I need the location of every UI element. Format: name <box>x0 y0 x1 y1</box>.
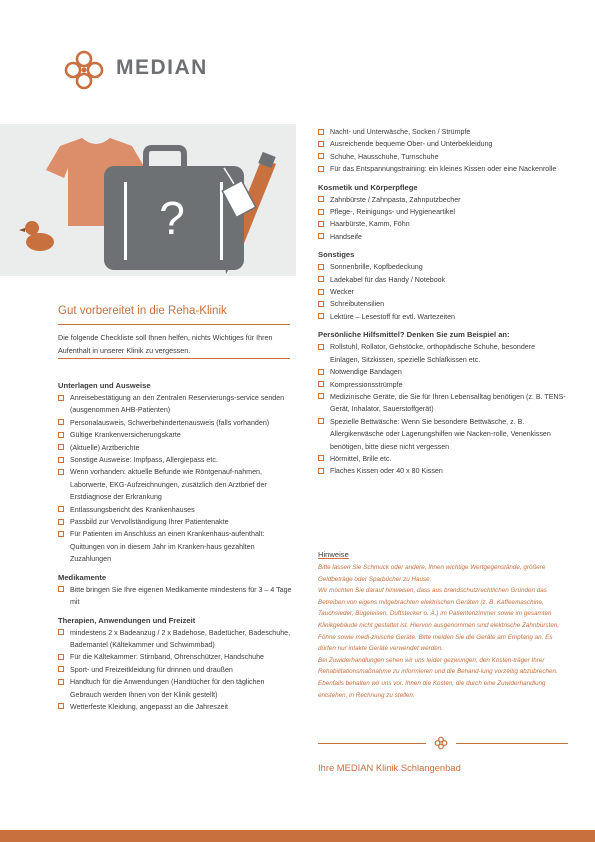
checklist-item-label: Schreibutensilien <box>330 300 385 309</box>
checklist-item[interactable] <box>58 528 294 565</box>
section-title: Unterlagen und Ausweise <box>58 381 151 390</box>
checklist-item[interactable] <box>58 584 294 609</box>
checklist <box>318 194 566 244</box>
checklist <box>58 627 294 714</box>
checklist-section <box>318 126 566 176</box>
section-title: Persönliche Hilfsmittel? Denken Sie zum Beispiel an: <box>318 330 510 340</box>
checkbox-icon[interactable] <box>318 153 324 159</box>
checklist-section <box>318 249 566 323</box>
checklist-item-label: Wetterfeste Kleidung, angepasst an die Jahreszeit <box>70 702 228 711</box>
checkbox-icon[interactable] <box>318 468 324 474</box>
section-title: Medikamente <box>58 572 107 582</box>
checklist-item-label: Sonstige Ausweise: Impfpass, Allergiepass etc. <box>70 456 218 465</box>
checklist-item-label: Für Patienten im Anschluss an einen Krankenhaus-aufenthalt: Quittungen von in diesem Jahr im Kranken-haus gezahlten Zuzahlungen <box>70 530 265 564</box>
checklist-item-label: Wecker <box>330 288 354 297</box>
checklist-item-label: Rollstuhl, Rollator, Gehstöcke, orthopädische Schuhe, besondere Einlagen, Sitzkissen, spezielle Schlafkissen etc. <box>330 343 536 364</box>
rubber-duck-icon <box>19 221 54 251</box>
checklist-item-label: Lektüre – Lesestoff für evtl. Wartezeiten <box>330 312 455 321</box>
checkbox-icon[interactable] <box>58 506 64 512</box>
checklist-item[interactable] <box>58 651 294 663</box>
checklist-item-label: Anreisebestätigung an den Zentralen Reservierungs-service senden (ausgenommen AHB-Patienten) <box>70 394 285 415</box>
checklist-item[interactable] <box>58 701 294 713</box>
section-title: Therapien, Anwendungen und Freizeit <box>58 615 196 625</box>
checklist-item[interactable] <box>318 391 566 416</box>
checkbox-icon[interactable] <box>58 419 64 425</box>
checklist-item-label: Zahnbürste / Zahnpasta, Zahnputzbecher <box>330 195 461 204</box>
checkbox-icon[interactable] <box>318 344 324 350</box>
checklist-item-label: mindestens 2 x Badeanzug / 2 x Badehose, Badetücher, Badeschuhe, Bademantel (Kältekammer und Schwimmbad) <box>70 628 291 649</box>
checkbox-icon[interactable] <box>318 313 324 319</box>
checklist-item-label: Flaches Kissen oder 40 x 80 Kissen <box>330 467 443 476</box>
intro-text: Die folgende Checkliste soll Ihnen helfen, nichts Wichtiges für Ihren Aufenthalt in unserer Klinik zu vergessen. <box>58 333 273 355</box>
checklist-item[interactable] <box>318 465 566 477</box>
checkbox-icon[interactable] <box>58 679 64 685</box>
checkbox-icon[interactable] <box>318 233 324 239</box>
checklist-item[interactable] <box>318 311 566 323</box>
checklist-item[interactable] <box>318 194 566 206</box>
checkbox-icon[interactable] <box>318 369 324 375</box>
checklist-item-label: Ausreichende bequeme Ober- und Unterbekleidung <box>330 140 493 149</box>
checklist-item-label: Bitte bringen Sie Ihre eigenen Medikamente mindestens für 3 – 4 Tage mit <box>70 585 292 607</box>
checkbox-icon[interactable] <box>58 629 64 635</box>
checklist-item-label: Handtuch für die Anwendungen (Handtücher für den täglichen Gebrauch werden Ihnen von der Klinik gestellt) <box>70 678 265 699</box>
checklist-item-label: Sport- und Freizeitkleidung für drinnen und draußen <box>70 665 233 674</box>
checklist-item-label: Gültige Krankenversicherungskarte <box>70 431 181 440</box>
checkbox-icon[interactable] <box>318 196 324 202</box>
checklist-item-label: Für das Entspannungstraining: ein kleines Kissen oder eine Nackenrolle <box>330 165 557 174</box>
checkbox-icon[interactable] <box>318 393 324 399</box>
checklist-item-label: Handseife <box>330 232 362 241</box>
checklist-item[interactable] <box>58 466 294 503</box>
checkbox-icon[interactable] <box>318 209 324 215</box>
checklist-item-label: Schuhe, Hausschuhe, Turnschuhe <box>330 152 439 161</box>
notes-paragraph: Wir möchten Sie darauf hinweisen, dass aus brandschutzrechtlichen Gründen das Betreiben von eigens mitgebrachten elektrischen Geräten (z. B. Kaffeemaschine, Tauchsieder, Bügeleisen, Duftstecker o. Ä.) im Patientenzimmer sowie im gesamten Klinikgebäude nicht gestattet ist. Hiervon ausgenommen sind elektrische Zahnbürsten, Föhne sowie medi-zinische Geräte. Bitte melden Sie die Geräte am Empfang an. Es dürfen nur intakte Geräte verwendet werden. <box>318 587 560 653</box>
checklist-item[interactable] <box>58 664 294 676</box>
divider <box>58 358 290 359</box>
checklist-item[interactable] <box>318 206 566 218</box>
checklist <box>58 392 294 566</box>
checkbox-icon[interactable] <box>318 221 324 227</box>
checklist-item-label: Entlassungsbericht des Krankenhauses <box>70 505 195 514</box>
left-checklist <box>58 380 294 719</box>
checklist-section <box>318 182 566 244</box>
checklist-section <box>58 572 294 609</box>
checkbox-icon[interactable] <box>58 703 64 709</box>
checkbox-icon[interactable] <box>58 469 64 475</box>
checklist-item[interactable] <box>318 126 566 138</box>
checklist-item-label: Für die Kältekammer: Stirnband, Ohrenschützer, Handschuhe <box>70 653 264 662</box>
section-title: Sonstiges <box>318 250 355 260</box>
checklist-item-label: Wenn vorhanden: aktuelle Befunde wie Röntgenauf-nahmen, Laborwerte, EKG-Aufzeichnungen, zusätzlich den Arztbrief der Erstdiagnose der Erkrankung <box>70 468 267 502</box>
checkbox-icon[interactable] <box>58 531 64 537</box>
checkbox-icon[interactable] <box>318 289 324 295</box>
checklist-item[interactable] <box>318 218 566 230</box>
checkbox-icon[interactable] <box>318 301 324 307</box>
checkbox-icon[interactable] <box>318 264 324 270</box>
checklist-item[interactable] <box>58 676 294 701</box>
checklist-item-label: Haarbürste, Kamm, Föhn <box>330 220 410 229</box>
footer-clinic-name: Ihre MEDIAN Klinik Schlangenbad <box>318 762 461 773</box>
checklist-item-label: Pflege-, Reinigungs- und Hygieneartikel <box>330 208 455 217</box>
checkbox-icon[interactable] <box>318 129 324 135</box>
checklist-item-label: Notwendige Bandagen <box>330 368 402 377</box>
checkbox-icon[interactable] <box>318 166 324 172</box>
median-logo <box>62 48 232 92</box>
bottom-bar <box>0 830 595 842</box>
checkbox-icon[interactable] <box>318 141 324 147</box>
divider <box>58 324 290 325</box>
checklist-item[interactable] <box>58 392 294 417</box>
checklist-section <box>58 615 294 714</box>
checkbox-icon[interactable] <box>58 444 64 450</box>
checklist-section <box>58 380 294 566</box>
checklist-item[interactable] <box>58 516 294 528</box>
checklist-item[interactable] <box>58 429 294 441</box>
footer-divider <box>456 743 568 744</box>
checklist-item[interactable] <box>58 504 294 516</box>
checklist-item[interactable] <box>318 341 566 366</box>
checklist <box>318 261 566 323</box>
checklist-item[interactable] <box>58 442 294 454</box>
checklist-item[interactable] <box>58 454 294 466</box>
checkbox-icon[interactable] <box>318 418 324 424</box>
checklist-item[interactable] <box>318 416 566 453</box>
checklist-item-label: Spezielle Bettwäsche: Wenn Sie besondere Bettwäsche, z. B. Allergikerwäsche oder Lagerungshilfen wie Nacken-rolle, Venenkissen benötigen, bitte diese nicht vergessen <box>330 417 551 451</box>
checklist-item[interactable] <box>318 163 566 175</box>
checklist-item-label: Personalausweis, Schwerbehindertenausweis (falls vorhanden) <box>70 418 270 427</box>
notes-paragraph: Bei Zuwiderhandlungen sehen wir uns leider gezwungen, den Kosten-träger Ihrer Rehabilitationsmaßnahme zu informieren und die Behand-lung vorzeitig abzubrechen. Ebenfalls behalten wir uns vor, Ihnen die Kosten, die durch eine Zuwiderhandlung entstehen, in Rechnung zu stellen. <box>318 656 558 699</box>
checkbox-icon[interactable] <box>318 381 324 387</box>
checklist-item[interactable] <box>58 627 294 652</box>
question-mark: ? <box>159 192 185 244</box>
hero-illustration <box>0 124 296 276</box>
checklist-item-label: Hörmittel, Brille etc. <box>330 454 392 463</box>
checkbox-icon[interactable] <box>58 395 64 401</box>
checklist-section <box>318 329 566 477</box>
checklist <box>318 126 566 176</box>
footer-divider <box>318 743 426 744</box>
suitcase-icon <box>104 148 244 270</box>
checklist-item-label: Sonnenbrille, Kopfbedeckung <box>330 263 423 272</box>
checklist-item-label: Passbild zur Vervollständigung Ihrer Patientenakte <box>70 518 229 527</box>
checkbox-icon[interactable] <box>58 432 64 438</box>
checklist-item[interactable] <box>318 379 566 391</box>
checklist-item[interactable] <box>318 274 566 286</box>
checkbox-icon[interactable] <box>58 654 64 660</box>
checkbox-icon[interactable] <box>318 455 324 461</box>
checklist-item[interactable] <box>318 453 566 465</box>
checklist-item[interactable] <box>318 151 566 163</box>
right-checklist <box>318 126 566 484</box>
median-flower-icon <box>62 48 106 92</box>
checklist-item-label: Nacht- und Unterwäsche, Socken / Strümpfe <box>330 128 471 136</box>
notes-section <box>318 549 568 701</box>
flower-ornament-icon <box>434 736 448 750</box>
page-title: Gut vorbereitet in die Reha-Klinik <box>58 305 227 317</box>
notes-title: Hinweise <box>318 550 349 559</box>
checklist-item-label: Ladekabel für das Handy / Notebook <box>330 275 446 284</box>
checklist-item[interactable] <box>58 417 294 429</box>
notes-paragraph: Bitte lassen Sie Schmuck oder andere, Ihnen wichtige Wertgegenstände, größere Geldbeträge oder Sparbücher zu Hause. <box>318 564 546 583</box>
checklist-item[interactable] <box>318 138 566 150</box>
checkbox-icon[interactable] <box>58 519 64 525</box>
checkbox-icon[interactable] <box>58 666 64 672</box>
brand-name: MEDIAN <box>116 56 208 79</box>
checklist-item[interactable] <box>318 231 566 243</box>
section-title: Kosmetik und Körperpflege <box>318 182 418 192</box>
checkbox-icon[interactable] <box>58 457 64 463</box>
checkbox-icon[interactable] <box>58 586 64 592</box>
checklist-item[interactable] <box>318 366 566 378</box>
checklist-item-label: Medizinische Geräte, die Sie für Ihren Lebensalltag benötigen (z. B. TENS-Gerät, Inhalator, Sauerstoffgerät) <box>330 392 566 414</box>
checklist <box>318 341 566 477</box>
checklist-item[interactable] <box>318 298 566 310</box>
checkbox-icon[interactable] <box>318 276 324 282</box>
checklist-item[interactable] <box>318 286 566 298</box>
checklist-item-label: Kompressionsstrümpfe <box>330 380 403 389</box>
checklist <box>58 584 294 609</box>
checklist-item[interactable] <box>318 261 566 273</box>
checklist-item-label: (Aktuelle) Arztberichte <box>70 443 140 452</box>
